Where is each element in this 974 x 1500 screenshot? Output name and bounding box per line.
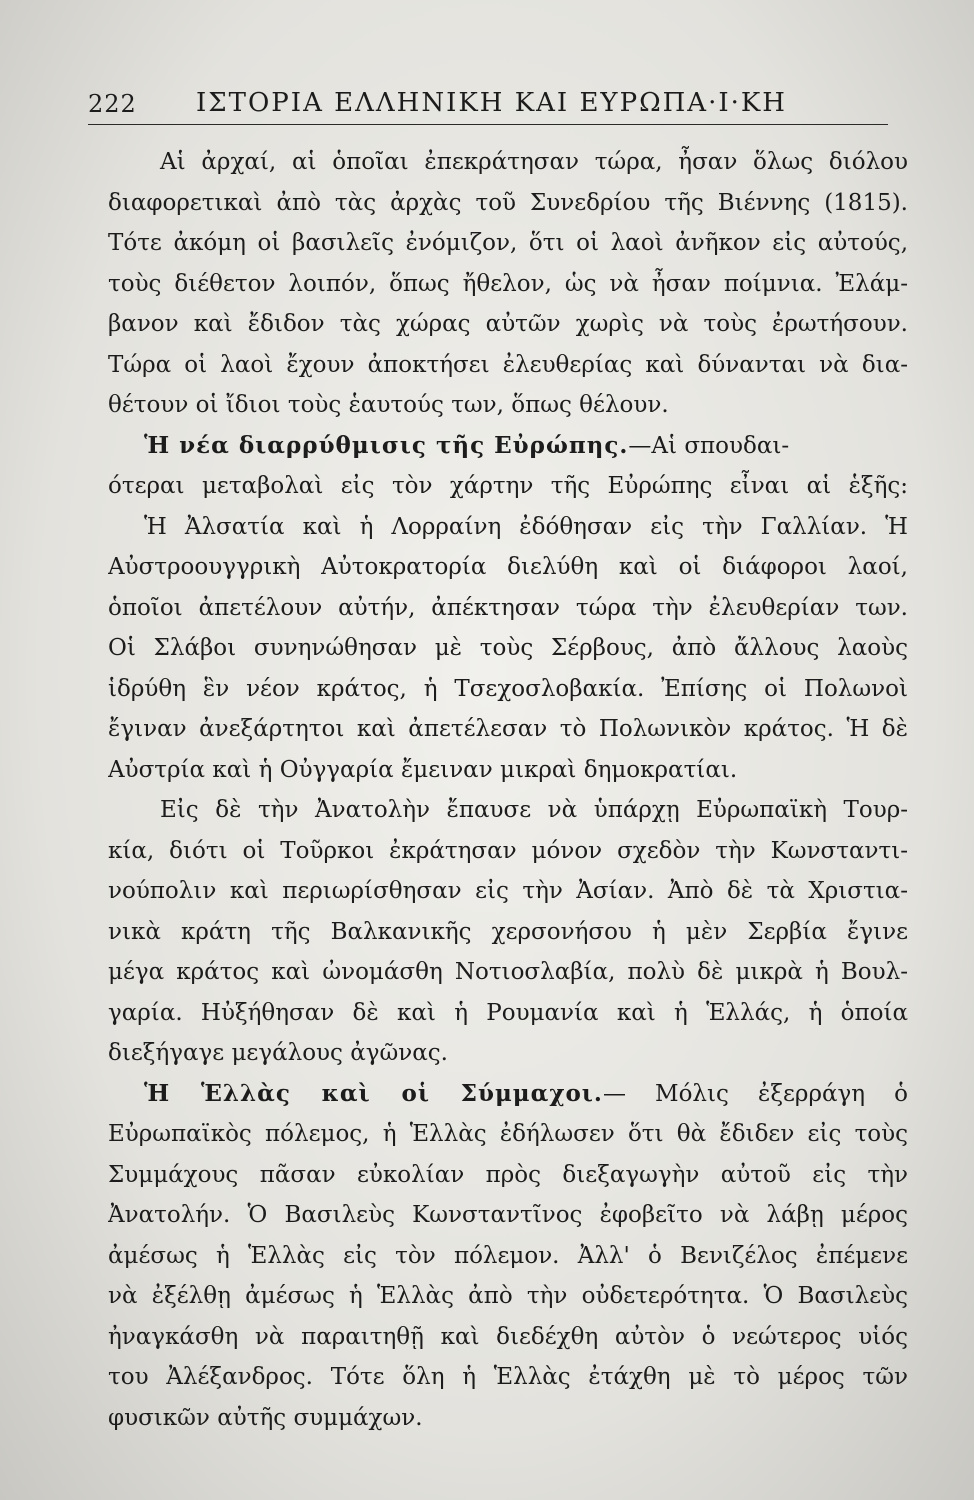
page-header <box>88 84 888 125</box>
text-line: φυσικῶν αὐτῆς συμμάχων. <box>108 1404 423 1431</box>
text-line: κία, διότι οἱ Τοῦρκοι ἐκράτησαν μόνον σχεδὸν τὴν Κωνσταντι- <box>108 837 908 864</box>
text-line: νὰ ἐξέλθῃ ἀμέσως ἡ Ἑλλὰς ἀπὸ τὴν οὐδετερότητα. Ὁ Βασιλεὺς <box>108 1283 908 1309</box>
section-heading-line <box>108 426 908 467</box>
text-line: γαρία. Ηὐξήθησαν δὲ καὶ ἡ Ρουμανία καὶ ἡ Ἑλλάς, ἡ ὁποία <box>108 999 908 1026</box>
text-line: νικὰ κράτη τῆς Βαλκανικῆς χερσονήσου ἡ μὲν Σερβία ἔγινε <box>108 918 908 945</box>
text-line: ὁποῖοι ἀπετέλουν αὐτήν, ἀπέκτησαν τώρα τὴν ἐλευθερίαν των. <box>108 594 908 621</box>
text-line: Συμμάχους πᾶσαν εὐκολίαν πρὸς διεξαγωγὴν αὐτοῦ εἰς τὴν <box>108 1161 908 1188</box>
section-heading: Ἡ Ἑλλὰς καὶ οἱ Σύμμαχοι. <box>144 1079 603 1107</box>
text-line: νούπολιν καὶ περιωρίσθησαν εἰς τὴν Ἀσίαν. Ἀπὸ δὲ τὰ Χριστια- <box>108 878 908 904</box>
text-line: —Αἱ σπουδαι- <box>628 432 790 459</box>
text-line: Αἱ ἀρχαί, αἱ ὁποῖαι ἐπεκράτησαν τώρα, ἦσαν ὅλως διόλου <box>160 149 908 175</box>
text-line: ἠναγκάσθη νὰ παραιτηθῇ καὶ διεδέχθη αὐτὸν ὁ νεώτερος υἱός <box>108 1323 908 1350</box>
body-text <box>108 142 908 1438</box>
text-line: διεξήγαγε μεγάλους ἀγῶνας. <box>108 1040 448 1066</box>
text-line: ἀμέσως ἡ Ἑλλὰς εἰς τὸν πόλεμον. Ἀλλ' ὁ Βενιζέλος ἐπέμενε <box>108 1242 908 1269</box>
text-line: τοὺς διέθετον λοιπόν, ὅπως ἤθελον, ὡς νὰ ἦσαν ποίμνια. Ἐλάμ- <box>108 270 908 297</box>
text-line: ότεραι μεταβολαὶ εἰς τὸν χάρτην τῆς Εὐρώπης εἶναι αἱ ἑξῆς: <box>108 473 908 499</box>
text-line: Ἡ Ἀλσατία καὶ ἡ Λορραίνη ἐδόθησαν εἰς τὴν Γαλλίαν. Ἡ <box>144 513 908 540</box>
running-title: ΙΣΤΟΡΙΑ ΕΛΛΗΝΙΚΗ ΚΑΙ ΕΥΡΩΠΑ·Ι·ΚΗ <box>196 88 787 118</box>
text-line: Οἱ Σλάβοι συνηνώθησαν μὲ τοὺς Σέρβους, ἀπὸ ἄλλους λαοὺς <box>108 635 908 661</box>
text-line: Τότε ἀκόμη οἱ βασιλεῖς ἐνόμιζον, ὅτι οἱ λαοὶ ἀνῆκον εἰς αὐτούς, <box>108 230 908 256</box>
text-line: μέγα κράτος καὶ ὠνομάσθη Νοτιοσλαβία, πολὺ δὲ μικρὰ ἡ Βουλ- <box>108 959 908 985</box>
text-line: βανον καὶ ἔδιδον τὰς χώρας αὐτῶν χωρὶς νὰ τοὺς ἐρωτήσουν. <box>108 311 908 337</box>
text-line: Εὐρωπαϊκὸς πόλεμος, ἡ Ἑλλὰς ἐδήλωσεν ὅτι θὰ ἔδιδεν εἰς τοὺς <box>108 1121 908 1147</box>
text-line: Ἀνατολήν. Ὁ Βασιλεὺς Κωνσταντῖνος ἐφοβεῖτο νὰ λάβῃ μέρος <box>108 1202 908 1228</box>
page-number: 222 <box>88 90 137 118</box>
text-line: ἔγιναν ἀνεξάρτητοι καὶ ἀπετέλεσαν τὸ Πολωνικὸν κράτος. Ἡ δὲ <box>108 716 908 742</box>
text-line: Τώρα οἱ λαοὶ ἔχουν ἀποκτήσει ἐλευθερίας καὶ δύνανται νὰ δια- <box>108 351 908 378</box>
text-line: Αὐστροουγγρικὴ Αὐτοκρατορία διελύθη καὶ οἱ διάφοροι λαοί, <box>108 554 908 580</box>
text-line: του Ἀλέξανδρος. Τότε ὅλη ἡ Ἑλλὰς ἐτάχθη μὲ τὸ μέρος τῶν <box>108 1364 908 1390</box>
text-line: — Μόλις ἐξερράγη ὁ <box>602 1080 908 1107</box>
text-line: Αὐστρία καὶ ἡ Οὐγγαρία ἔμειναν μικραὶ δημοκρατίαι. <box>108 756 738 783</box>
text-line: Εἰς δὲ τὴν Ἀνατολὴν ἔπαυσε νὰ ὑπάρχῃ Εὐρωπαϊκὴ Τουρ- <box>160 797 908 823</box>
text-line: διαφορετικαὶ ἀπὸ τὰς ἀρχὰς τοῦ Συνεδρίου τῆς Βιέννης (1815). <box>108 189 908 216</box>
section-heading-line <box>108 1074 908 1115</box>
text-line: θέτουν οἱ ἴδιοι τοὺς ἑαυτούς των, ὅπως θέλουν. <box>108 392 669 418</box>
text-line: ἱδρύθη ἓν νέον κράτος, ἡ Τσεχοσλοβακία. Ἐπίσης οἱ Πολωνοὶ <box>108 675 908 702</box>
section-heading: Ἡ νέα διαρρύθμισις τῆς Εὐρώπης. <box>144 431 629 459</box>
